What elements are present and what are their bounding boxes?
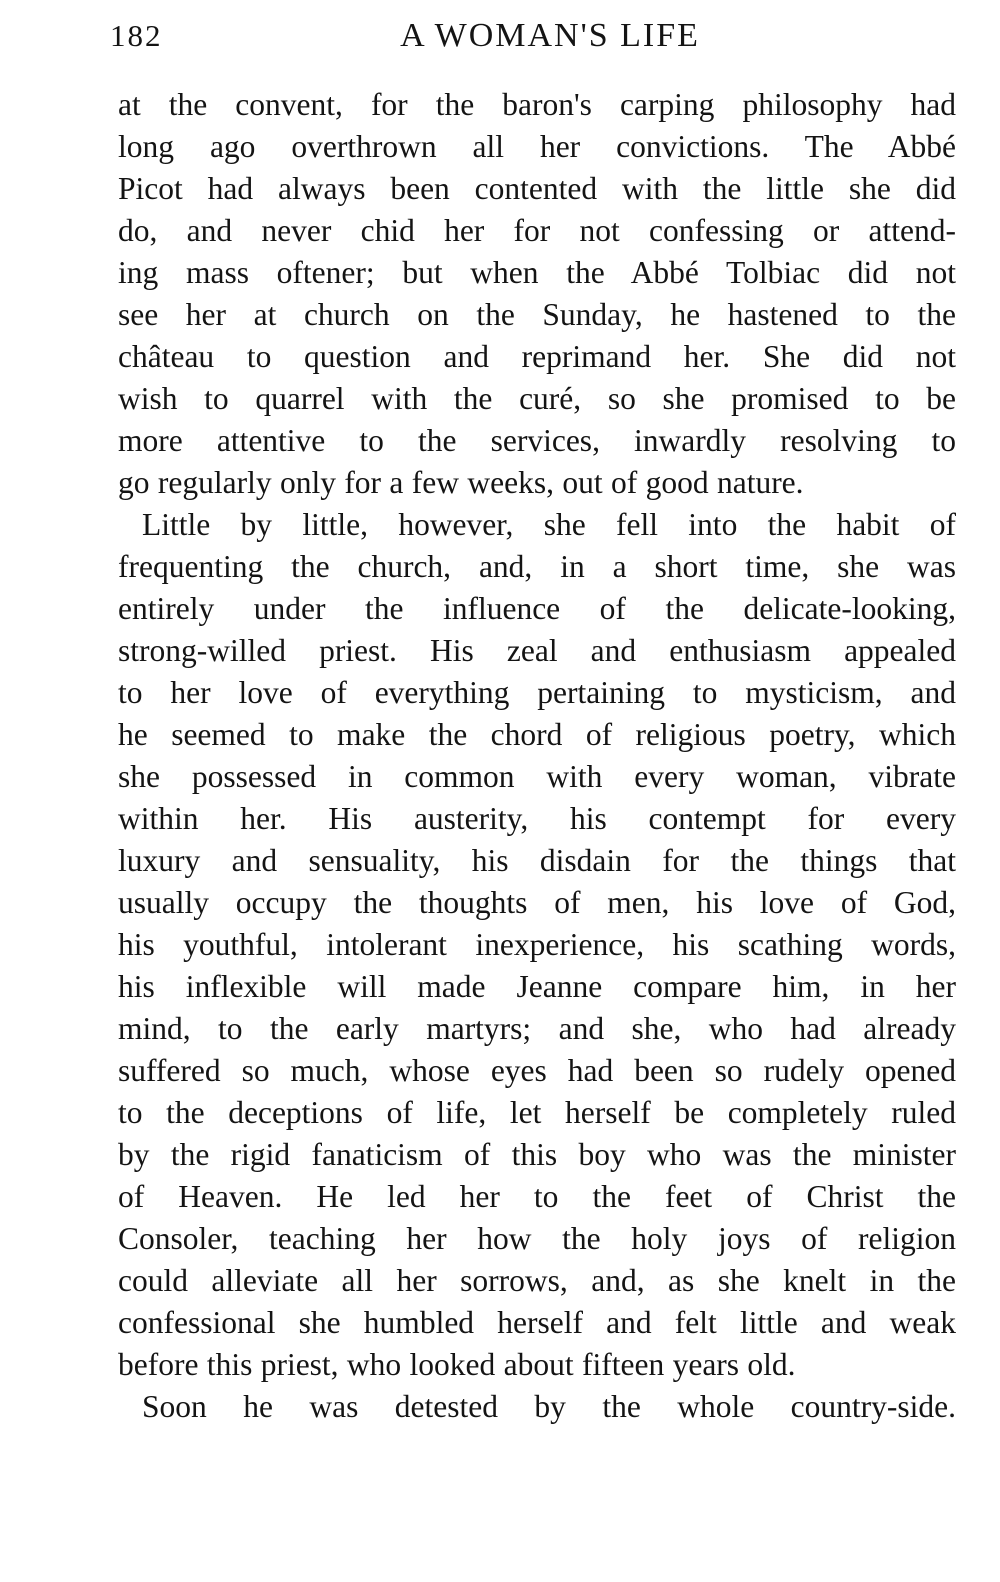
text-line: more attentive to the services, inwardly resolving to	[118, 423, 956, 458]
body-text	[118, 84, 956, 1428]
text-line: ing mass oftener; but when the Abbé Tolbiac did not	[118, 255, 956, 290]
text-line: before this priest, who looked about fifteen years old.	[118, 1347, 796, 1382]
text-line: usually occupy the thoughts of men, his love of God,	[118, 885, 956, 920]
text-line: his inflexible will made Jeanne compare him, in her	[118, 969, 956, 1004]
text-line: château to question and reprimand her. She did not	[118, 339, 956, 374]
text-line: see her at church on the Sunday, he hastened to the	[118, 297, 956, 332]
text-line: long ago overthrown all her convictions. The Abbé	[118, 129, 956, 164]
running-head	[110, 12, 960, 60]
text-line: Consoler, teaching her how the holy joys of religion	[118, 1221, 956, 1256]
text-line: luxury and sensuality, his disdain for the things that	[118, 843, 956, 878]
text-line: wish to quarrel with the curé, so she promised to be	[118, 381, 956, 416]
paragraph-first-line: Soon he was detested by the whole country-side.	[142, 1389, 956, 1424]
page-number: 182	[110, 18, 163, 53]
text-line: to the deceptions of life, let herself be completely ruled	[118, 1095, 956, 1130]
text-line: confessional she humbled herself and felt little and weak	[118, 1305, 956, 1340]
text-line: she possessed in common with every woman, vibrate	[118, 759, 956, 794]
text-line: of Heaven. He led her to the feet of Christ the	[118, 1179, 956, 1214]
text-line: he seemed to make the chord of religious poetry, which	[118, 717, 956, 752]
text-line: suffered so much, whose eyes had been so rudely opened	[118, 1053, 956, 1088]
running-title: A WOMAN'S LIFE	[400, 17, 700, 54]
text-line: Picot had always been contented with the little she did	[118, 171, 956, 206]
text-line: could alleviate all her sorrows, and, as she knelt in the	[118, 1263, 956, 1298]
text-line: go regularly only for a few weeks, out of good nature.	[118, 465, 804, 500]
text-line: do, and never chid her for not confessing or attend-	[118, 213, 956, 248]
text-line: mind, to the early martyrs; and she, who had already	[118, 1011, 956, 1046]
text-line: entirely under the influence of the delicate-looking,	[118, 591, 956, 626]
text-line: at the convent, for the baron's carping philosophy had	[118, 87, 956, 122]
text-line: to her love of everything pertaining to mysticism, and	[118, 675, 956, 710]
text-line: within her. His austerity, his contempt for every	[118, 801, 956, 836]
text-line: frequenting the church, and, in a short time, she was	[118, 549, 956, 584]
text-line: strong-willed priest. His zeal and enthusiasm appealed	[118, 633, 956, 668]
paragraph-first-line: Little by little, however, she fell into the habit of	[142, 507, 956, 542]
text-line: his youthful, intolerant inexperience, his scathing words,	[118, 927, 956, 962]
text-line: by the rigid fanaticism of this boy who was the minister	[118, 1137, 956, 1172]
